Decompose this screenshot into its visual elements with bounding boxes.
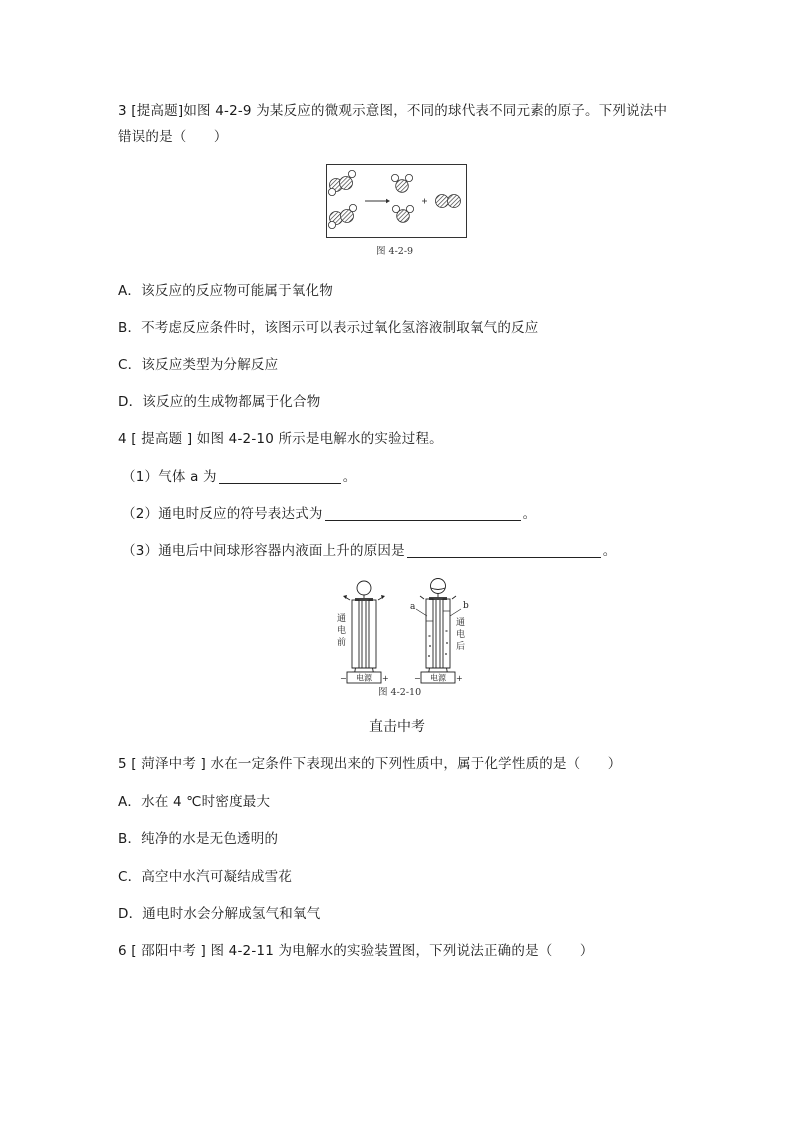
q5-stem: 5 [ 菏泽中考 ] 水在一定条件下表现出来的下列性质中，属于化学性质的是（ ） [118,756,622,772]
q4-part-1 [122,465,356,485]
figure-caption-4-2-10: 图 4-2-10 [378,687,422,698]
q3-option-a: A．该反应的反应物可能属于氧化物 [118,283,333,299]
q4-part-1-end: 。 [342,469,357,485]
minus-sign-after: − [414,674,421,683]
section-title: 直击中考 [369,719,425,735]
label-before-char-3: 前 [337,638,347,648]
power-label-before: 电源 [356,673,372,683]
q4-part-2-end: 。 [522,506,537,522]
reaction-microdiagram [326,164,467,238]
label-before-char-2: 电 [337,626,347,636]
q3-stem-line2: 错误的是（ ） [118,129,228,145]
q4-part-3-text: （3）通电后中间球形容器内液面上升的原因是 [122,543,405,559]
plus-sign-before: + [382,674,389,683]
gas-label-b: b [463,601,469,611]
figure-caption-4-2-9: 图 4-2-9 [376,246,414,257]
gas-label-a: a [410,602,416,612]
product-molecule-2 [392,205,413,222]
apparatus-before [343,581,385,682]
q5-option-d: D．通电时水会分解成氢气和氧气 [118,906,321,922]
label-before-char-1: 通 [337,614,347,624]
electrolysis-apparatus-figure [330,576,475,684]
q4-part-2-text: （2）通电时反应的符号表达式为 [122,506,323,522]
q4-stem: 4 [ 提高题 ] 如图 4-2-10 所示是电解水的实验过程。 [118,431,443,447]
reaction-arrow [365,199,390,203]
plus-sign [422,199,427,204]
reactant-molecule-2 [328,204,356,228]
power-label-after: 电源 [430,673,446,683]
label-after-char-2: 电 [456,630,466,640]
q4-part-2 [122,502,536,522]
q5-option-c: C．高空中水汽可凝结成雪花 [118,869,293,885]
reactant-molecule-1 [328,170,355,195]
apparatus-after [416,579,461,683]
answer-blank-1[interactable] [219,469,341,484]
q3-option-c: C．该反应类型为分解反应 [118,357,279,373]
gas-bubbles [428,630,448,657]
q6-stem: 6 [ 邵阳中考 ] 图 4-2-11 为电解水的实验装置图，下列说法正确的是（ ） [118,943,594,959]
q4-part-3 [122,539,617,559]
q4-part-1-text: （1）气体 a 为 [122,469,217,485]
q3-option-b: B．不考虑反应条件时，该图示可以表示过氧化氢溶液制取氧气的反应 [118,320,539,336]
product-molecule-1 [391,174,412,192]
q4-part-3-end: 。 [602,543,617,559]
answer-blank-2[interactable] [325,506,521,521]
answer-blank-3[interactable] [407,543,601,558]
label-after-char-3: 后 [456,642,466,652]
q3-stem-line1: 3 [提高题]如图 4-2-9 为某反应的微观示意图，不同的球代表不同元素的原子。下列说法中 [118,103,668,119]
minus-sign-before: − [340,674,347,683]
plus-sign-after: + [456,674,463,683]
q5-option-b: B．纯净的水是无色透明的 [118,831,279,847]
q5-option-a: A．水在 4 ℃时密度最大 [118,794,271,810]
q3-option-d: D．该反应的生成物都属于化合物 [118,394,321,410]
label-after-char-1: 通 [456,618,466,628]
product-molecule-oxygen [436,195,461,208]
